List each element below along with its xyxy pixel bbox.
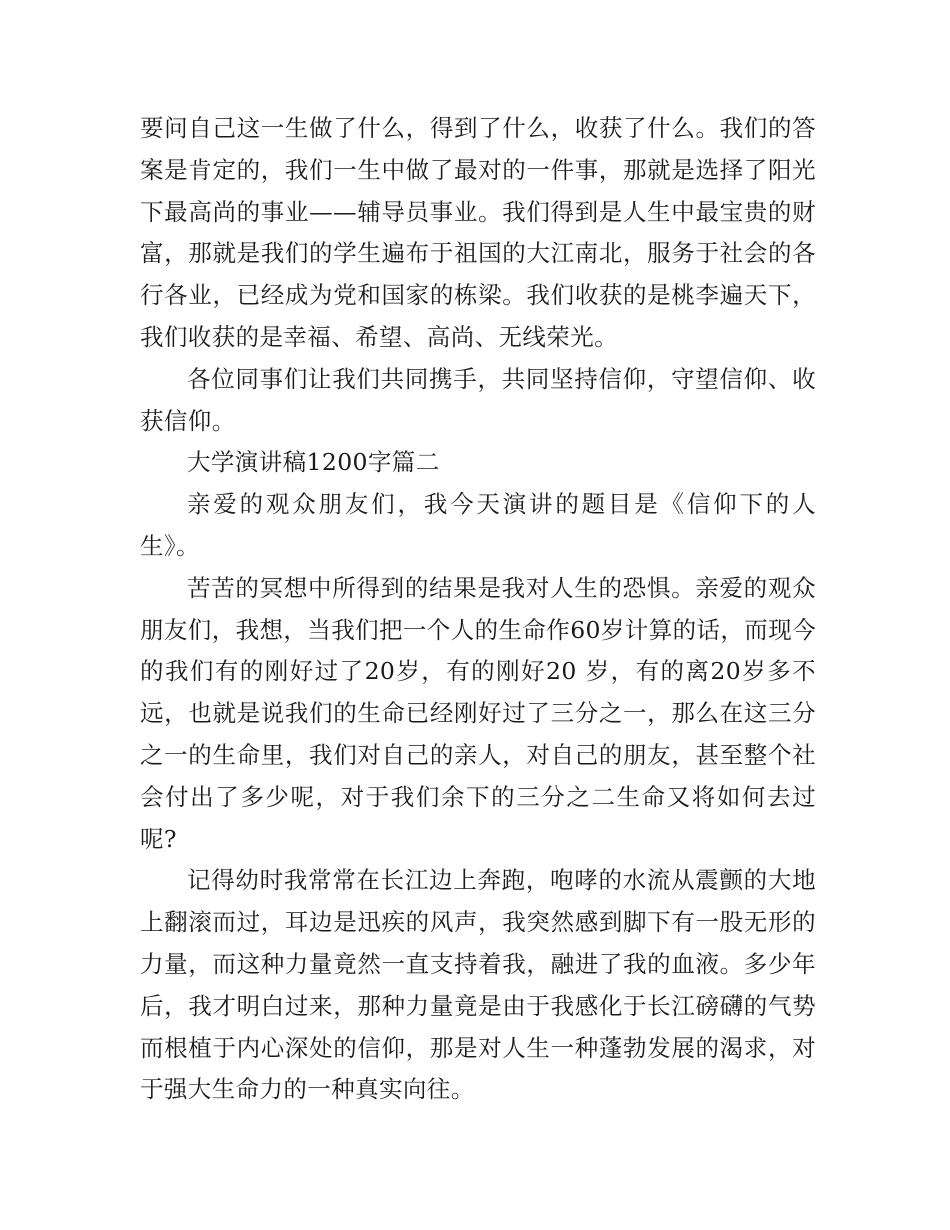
paragraph-childhood-memory: 记得幼时我常常在长江边上奔跑，咆哮的水流从震颤的大地上翻滚而过，耳边是迅疾的风声，我突然感到脚下有一股无形的力量，而这种力量竟然一直支持着我，融进了我的血液。多少年后，我才明白过来，那种力量竟是由于我感化于长江磅礴的气势而根植于内心深处的信仰，那是对人生一种蓬勃发展的渴求，对于强大生命力的一种真实向往。 (140, 866, 816, 1104)
paragraph-greeting: 亲爱的观众朋友们，我今天演讲的题目是《信仰下的人生》。 (140, 490, 816, 560)
paragraph-call-to-action: 各位同事们让我们共同携手，共同坚持信仰，守望信仰、收获信仰。 (140, 364, 816, 435)
section-heading: 大学演讲稿1200字篇二 (187, 448, 440, 477)
paragraph-reflection: 苦苦的冥想中所得到的结果是我对人生的恐惧。亲爱的观众朋友们，我想，当我们把一个人的生命作60岁计算的话，而现今的我们有的刚好过了20岁，有的刚好20 岁，有的离20岁多不远，也就是说我们的生命已经刚好过了三分之一，那么在这三分之一的生命里，我们对自己的亲人，对自己的朋友，甚至整个社会付出了多少呢，对于我们余下的三分之二生命又将如何去过呢? (140, 573, 817, 853)
paragraph-closing-answer: 要问自己这一生做了什么，得到了什么，收获了什么。我们的答案是肯定的，我们一生中做了最对的一件事，那就是选择了阳光下最高尚的事业——辅导员事业。我们得到是人生中最宝贵的财富，那就是我们的学生遍布于祖国的大江南北，服务于社会的各行各业，已经成为党和国家的栋梁。我们收获的是桃李遍天下，我们收获的是幸福、希望、高尚、无线荣光。 (140, 114, 816, 351)
